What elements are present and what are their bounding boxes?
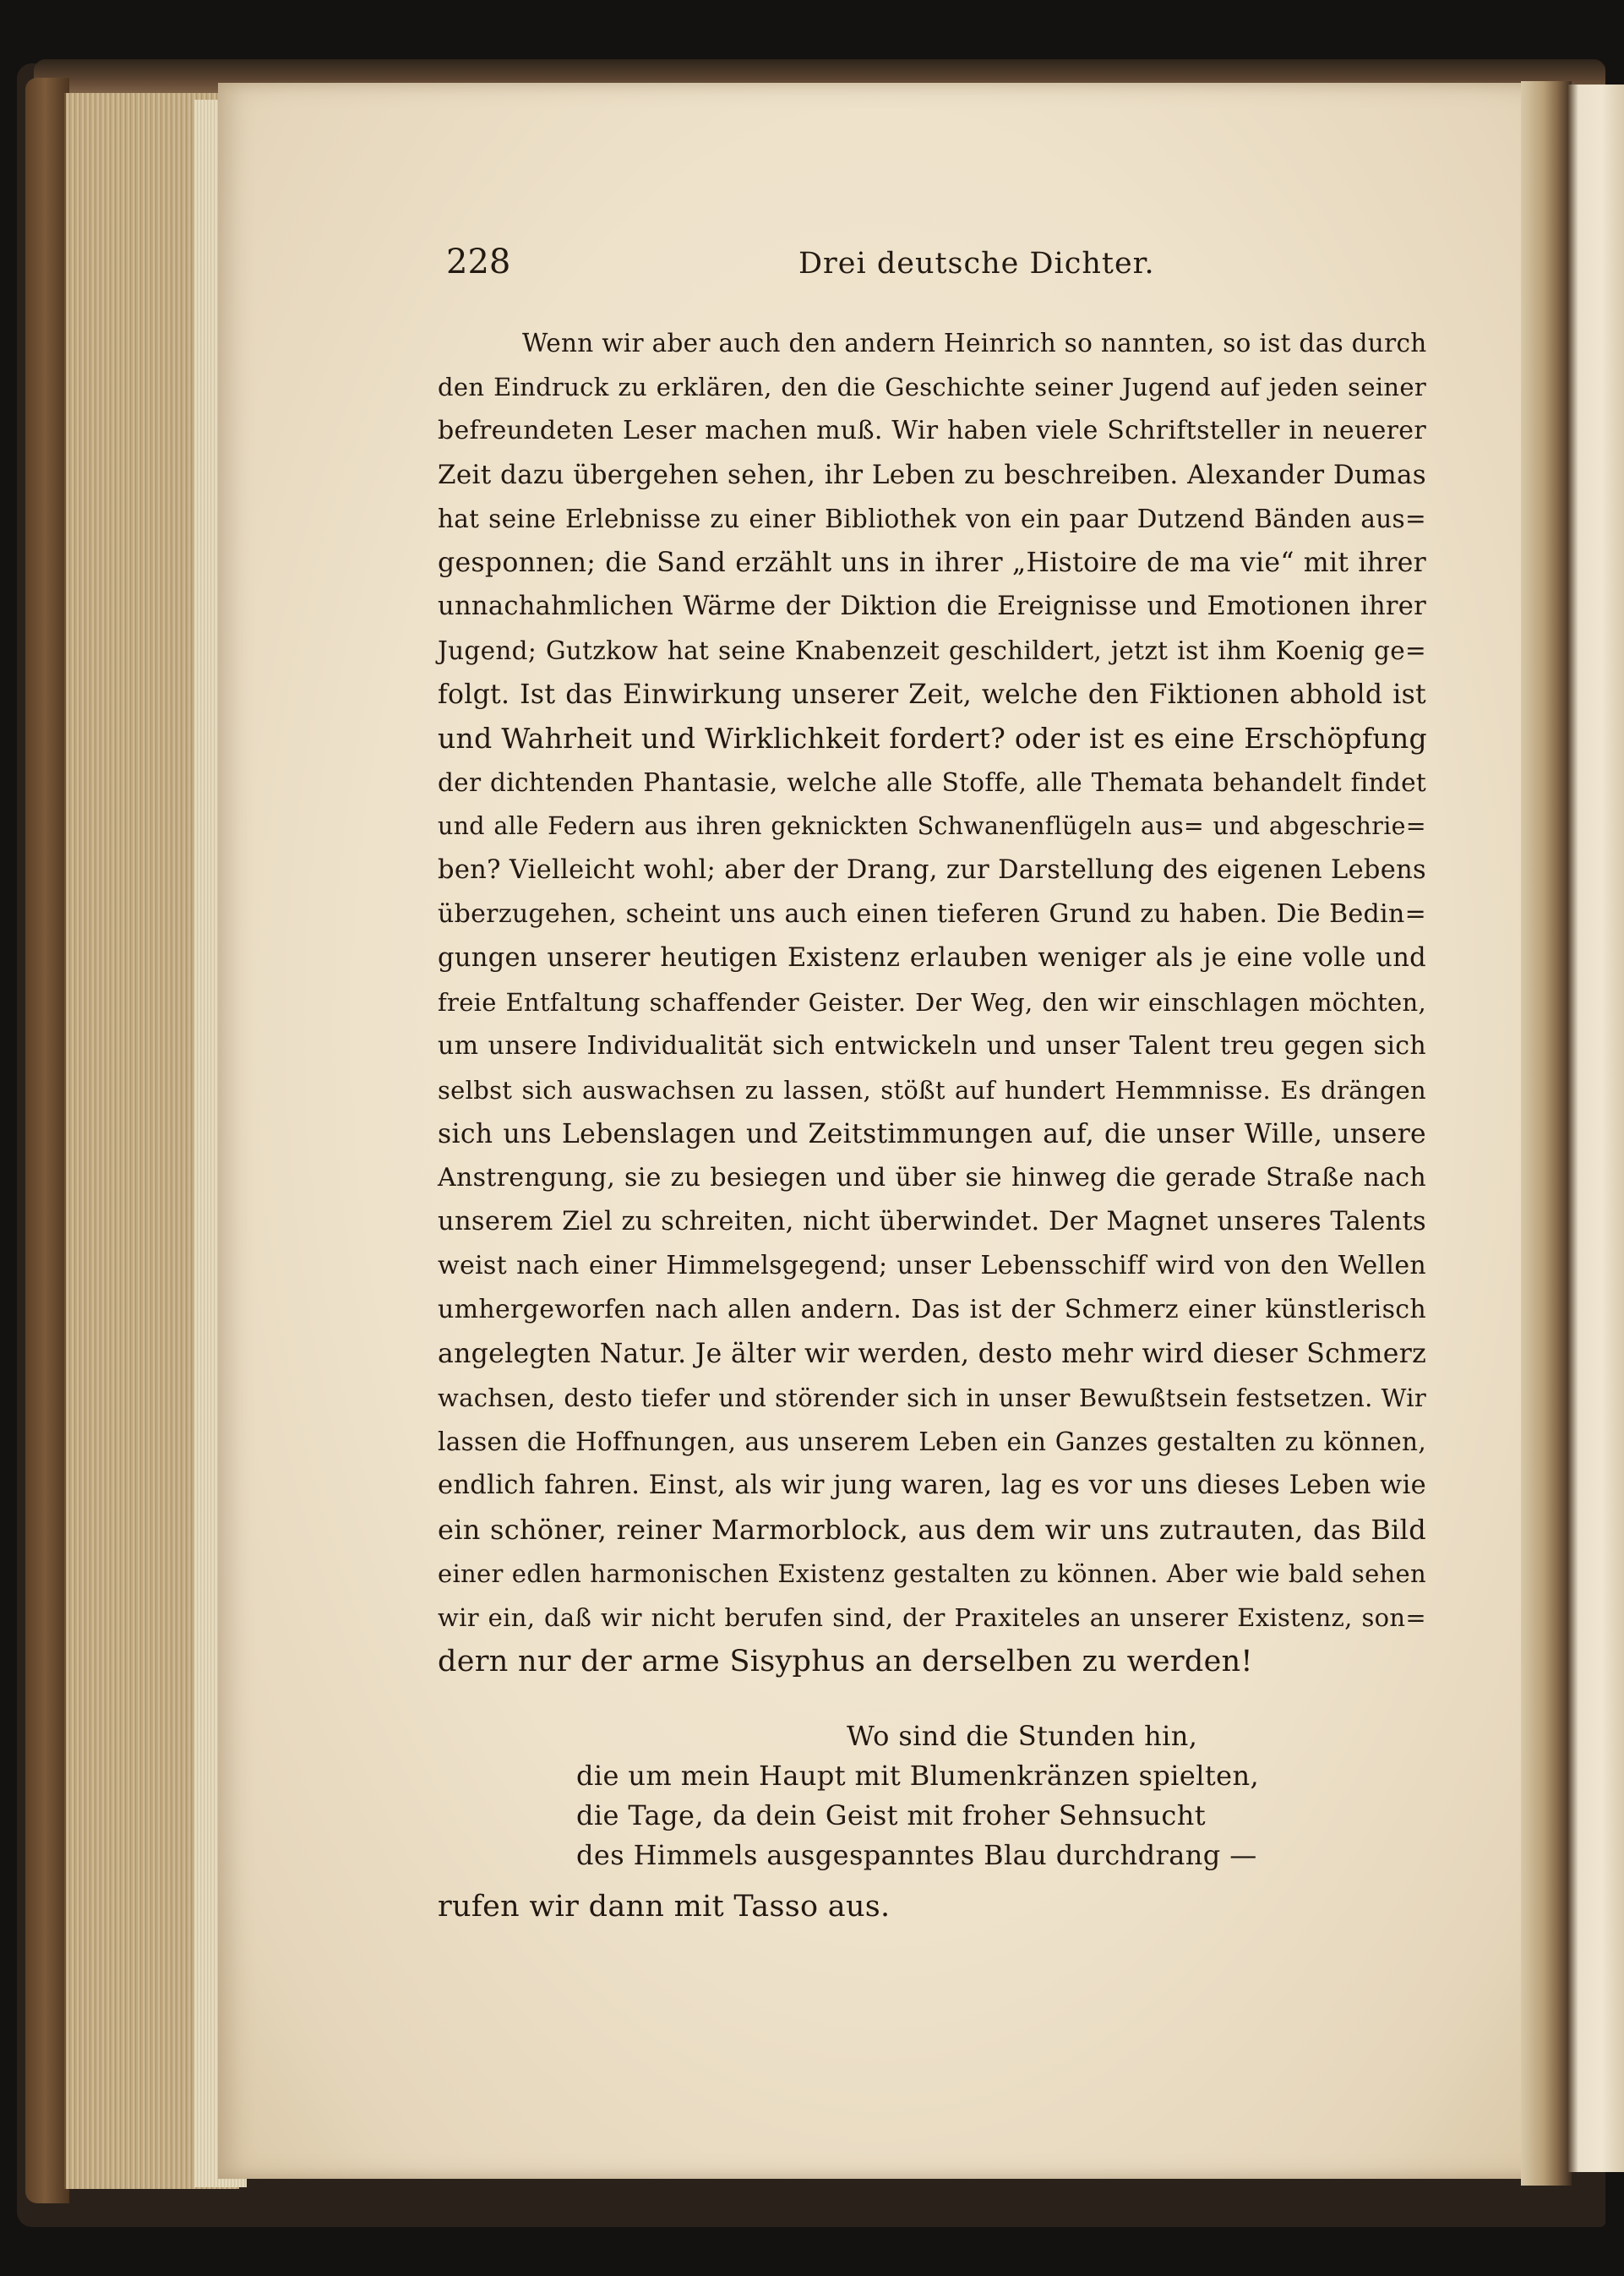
text-line: und Wahrheit und Wirklichkeit fordert? oder ist es eine Erschöpfung (438, 722, 1427, 755)
page-number: 228 (446, 243, 511, 281)
text-line: hat seine Erlebnisse zu einer Bibliothek von ein paar Dutzend Bänden aus= (438, 505, 1426, 533)
text-line: weist nach einer Himmelsgegend; unser Lebensschiff wird von den Wellen (438, 1251, 1426, 1280)
text-line: der dichtenden Phantasie, welche alle Stoffe, alle Themata behandelt findet (438, 768, 1426, 797)
text-line: einer edlen harmonischen Existenz gestalten zu können. Aber wie bald sehen (438, 1559, 1426, 1588)
text-line: Zeit dazu übergehen sehen, ihr Leben zu beschreiben. Alexander Dumas (438, 460, 1426, 490)
text-line: sich uns Lebenslagen und Zeitstimmungen auf, die unser Wille, unsere (438, 1119, 1426, 1149)
text-line: unnachahmlichen Wärme der Diktion die Ereignisse und Emotionen ihrer (438, 592, 1426, 621)
text-line: unserem Ziel zu schreiten, nicht überwindet. Der Magnet unseres Talents (438, 1207, 1426, 1236)
text-line: dern nur der arme Sisyphus an derselben zu werden! (438, 1645, 1253, 1678)
text-line: den Eindruck zu erklären, den die Geschichte seiner Jugend auf jeden seiner (438, 373, 1426, 401)
text-line: wir ein, daß wir nicht berufen sind, der Praxiteles an unserer Existenz, son= (438, 1603, 1426, 1632)
text-line: freie Entfaltung schaffender Geister. Der Weg, den wir einschlagen möchten, (438, 988, 1426, 1017)
verse-line: Wo sind die Stunden hin, (847, 1720, 1198, 1752)
book-gutter (1521, 81, 1572, 2186)
text-line: wachsen, desto tiefer und störender sich in unser Bewußtsein festsetzen. Wir (438, 1384, 1426, 1412)
text-line: gungen unserer heutigen Existenz erlauben weniger als je eine volle und (438, 943, 1426, 973)
text-line: selbst sich auswachsen zu lassen, stößt auf hundert Hemmnisse. Es drängen (438, 1076, 1426, 1105)
text-line: gesponnen; die Sand erzählt uns in ihrer „Histoire de ma vie“ mit ihrer (438, 548, 1426, 578)
running-title: Drei deutsche Dichter. (798, 247, 1155, 281)
text-line: um unsere Individualität sich entwickeln und unser Talent treu gegen sich (438, 1031, 1426, 1061)
facing-page-edge (1568, 85, 1624, 2172)
text-line: und alle Federn aus ihren geknickten Schwanenflügeln aus= und abgeschrie= (438, 812, 1426, 840)
text-line: endlich fahren. Einst, als wir jung waren, lag es vor uns dieses Leben wie (438, 1471, 1426, 1500)
text-line: umhergeworfen nach allen andern. Das ist der Schmerz einer künstlerisch (438, 1295, 1426, 1324)
text-line: ben? Vielleicht wohl; aber der Drang, zur Darstellung des eigenen Lebens (438, 855, 1426, 885)
text-line: folgt. Ist das Einwirkung unserer Zeit, welche den Fiktionen abhold ist (438, 680, 1426, 710)
text-line: ein schöner, reiner Marmorblock, aus dem wir uns zutrauten, das Bild (438, 1514, 1426, 1546)
verse-line: die um mein Haupt mit Blumenkränzen spielten, (576, 1760, 1260, 1792)
verse-line: des Himmels ausgespanntes Blau durchdrang — (576, 1839, 1257, 1871)
closing-line: rufen wir dann mit Tasso aus. (438, 1890, 891, 1924)
verse-line: die Tage, da dein Geist mit froher Sehnsucht (576, 1799, 1207, 1831)
text-line: Anstrengung, sie zu besiegen und über sie hinweg die gerade Straße nach (438, 1163, 1426, 1193)
text-line: Wenn wir aber auch den andern Heinrich so nannten, so ist das durch (522, 329, 1427, 358)
book-spine-edge (25, 78, 69, 2203)
text-line: befreundeten Leser machen muß. Wir haben viele Schriftsteller in neuerer (438, 416, 1426, 445)
text-line: angelegten Natur. Je älter wir werden, desto mehr wird dieser Schmerz (438, 1339, 1426, 1369)
text-line: überzugehen, scheint uns auch einen tieferen Grund zu haben. Die Bedin= (438, 899, 1426, 929)
text-line: lassen die Hoffnungen, aus unserem Leben ein Ganzes gestalten zu können, (438, 1427, 1426, 1456)
text-line: Jugend; Gutzkow hat seine Knabenzeit geschildert, jetzt ist ihm Koenig ge= (438, 636, 1426, 665)
